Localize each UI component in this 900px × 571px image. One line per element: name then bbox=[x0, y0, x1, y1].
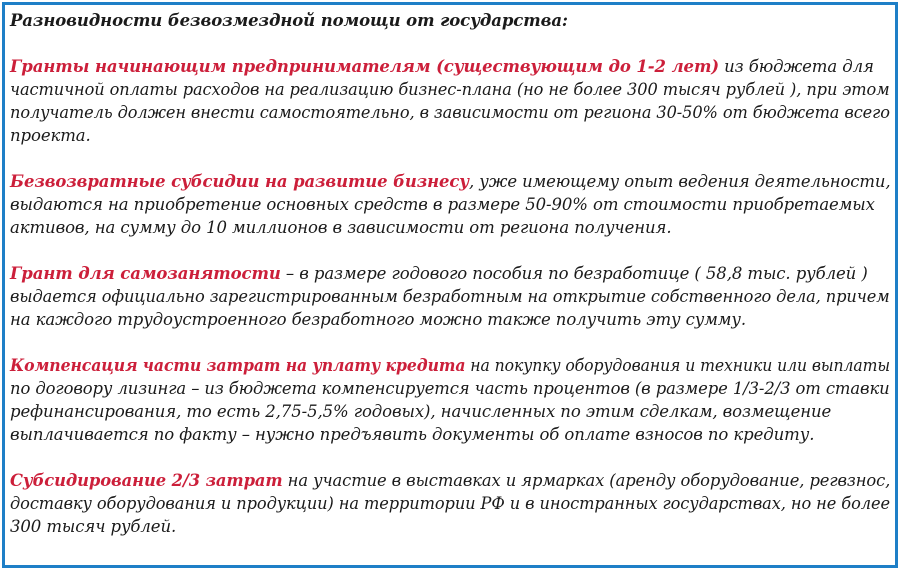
paragraph-highlight: Субсидирование 2/3 затрат bbox=[10, 471, 283, 490]
paragraph-text: получатель должен внести самостоятельно, в зависимости от региона 30-50% от бюджета всего bbox=[10, 103, 890, 122]
paragraph-text: активов, на сумму до 10 миллионов в зависимости от региона получения. bbox=[10, 218, 672, 237]
paragraph-text: на покупку оборудования и техники или выплаты bbox=[465, 356, 891, 375]
paragraph-highlight: Компенсация части затрат на уплату кредита bbox=[10, 356, 466, 375]
paragraph-text: выдаются на приобретение основных средств в размере 50-90% от стоимости приобретаемых bbox=[10, 195, 875, 214]
paragraph-text: по договору лизинга – из бюджета компенсируется часть процентов (в размере 1/3-2/3 от ставки bbox=[10, 379, 890, 398]
paragraph-text: – в размере годового пособия по безработице ( 58,8 тыс. рублей ) bbox=[280, 264, 868, 283]
paragraph-credit-compensation bbox=[10, 354, 890, 446]
paragraph-grants bbox=[10, 55, 890, 147]
paragraph-text: 300 тысяч рублей. bbox=[10, 517, 177, 536]
document-content bbox=[10, 9, 890, 561]
document-frame bbox=[2, 2, 898, 568]
paragraph-text: выдается официально зарегистрированным безработным на открытие собственного дела, причем bbox=[10, 287, 890, 306]
paragraph-highlight: Гранты начинающим предпринимателям (существующим до 1-2 лет) bbox=[10, 57, 720, 76]
paragraph-text: проекта. bbox=[10, 126, 91, 145]
paragraph-text: на каждого трудоустроенного безработного можно также получить эту сумму. bbox=[10, 310, 747, 329]
paragraph-highlight: Грант для самозанятости bbox=[10, 264, 281, 283]
paragraph-exhibitions bbox=[10, 469, 890, 538]
paragraph-subsidies bbox=[10, 170, 890, 239]
paragraph-text: выплачивается по факту – нужно предъявить документы об оплате взносов по кредиту. bbox=[10, 425, 815, 444]
paragraph-text: частичной оплаты расходов на реализацию бизнес-плана (но не более 300 тысяч рублей ), при этом bbox=[10, 80, 890, 99]
paragraph-highlight: Безвозвратные субсидии на развитие бизнесу bbox=[10, 172, 470, 191]
paragraph-text: доставку оборудования и продукции) на территории РФ и в иностранных государствах, но не более bbox=[10, 494, 890, 513]
document-heading: Разновидности безвозмездной помощи от государства: bbox=[10, 11, 568, 30]
paragraph-text: , уже имеющему опыт ведения деятельности, bbox=[469, 172, 891, 191]
paragraph-text: на участие в выставках и ярмарках (аренду оборудование, регвзнос, bbox=[282, 471, 891, 490]
paragraph-self-employment bbox=[10, 262, 890, 331]
paragraph-text: рефинансирования, то есть 2,75-5,5% годовых), начисленных по этим сделкам, возмещение bbox=[10, 402, 832, 421]
paragraph-text: из бюджета для bbox=[719, 57, 874, 76]
